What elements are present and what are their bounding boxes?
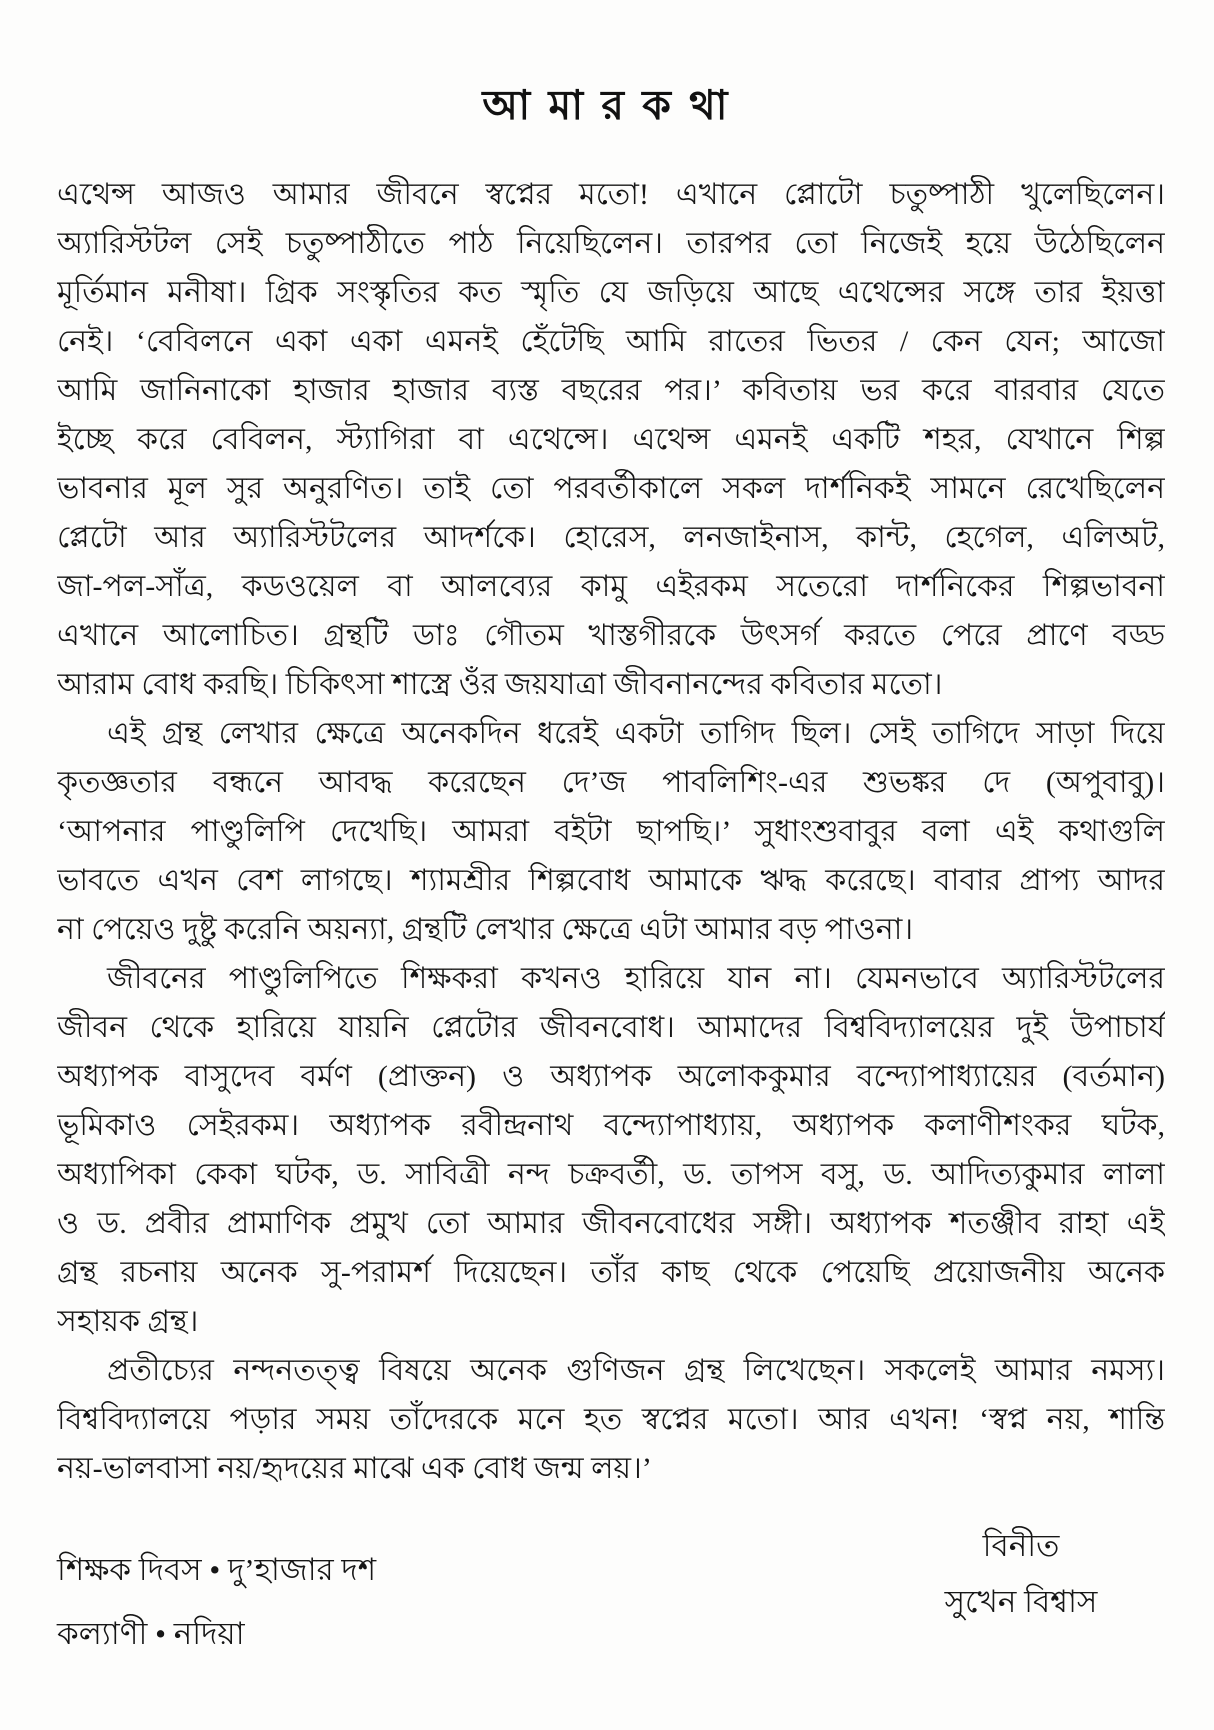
- text-line: ‘আপনার পাণ্ডুলিপি দেখেছি। আমরা বইটা ছাপছি।’ সুধাংশুবাবুর বলা এই কথাগুলি: [57, 815, 1165, 848]
- signature-block: [878, 1518, 1164, 1630]
- text-line: জা-পল-সাঁত্র, কডওয়েল বা আলব্যের কামু এইরকম সতেরো দার্শনিকের শিল্পভাবনা: [57, 570, 1165, 603]
- text-line: জীবনের পাণ্ডুলিপিতে শিক্ষকরা কখনও হারিয়ে যান না। যেমনভাবে অ্যারিস্টটলের: [107, 962, 1165, 995]
- text-line: অধ্যাপক বাসুদেব বর্মণ (প্রাক্তন) ও অধ্যাপক অলোককুমার বন্দ্যোপাধ্যায়ের (বর্তমান): [57, 1060, 1165, 1093]
- footer-date-line: শিক্ষক দিবস • দু’হাজার দশ: [57, 1552, 377, 1587]
- paragraph: [57, 170, 1165, 709]
- text-line: ইচ্ছে করে বেবিলন, স্ট্যাগিরা বা এথেন্সে। এথেন্স এমনই একটি শহর, যেখানে শিল্প: [57, 423, 1165, 456]
- text-line: প্রতীচ্যের নন্দনতত্ত্ব বিষয়ে অনেক গুণিজন গ্রন্থ লিখেছেন। সকলেই আমার নমস্য।: [107, 1354, 1165, 1387]
- text-line: গ্রন্থ রচনায় অনেক সু-পরামর্শ দিয়েছেন। তাঁর কাছ থেকে পেয়েছি প্রয়োজনীয় অনেক: [57, 1256, 1165, 1289]
- text-line: আরাম বোধ করছি। চিকিৎসা শাস্ত্রে ওঁর জয়যাত্রা জীবনানন্দের কবিতার মতো।: [57, 668, 943, 701]
- text-line: এখানে আলোচিত। গ্রন্থটি ডাঃ গৌতম খাস্তগীরকে উৎসর্গ করতে পেরে প্রাণে বড্ড: [57, 619, 1165, 652]
- footer-place-line: কল্যাণী • নদিয়া: [57, 1616, 245, 1651]
- text-line: মূর্তিমান মনীষা। গ্রিক সংস্কৃতির কত স্মৃতি যে জড়িয়ে আছে এথেন্সের সঙ্গে তার ইয়ত্তা: [57, 276, 1165, 309]
- text-line: ভূমিকাও সেইরকম। অধ্যাপক রবীন্দ্রনাথ বন্দ্যোপাধ্যায়, অধ্যাপক কলাণীশংকর ঘটক,: [57, 1109, 1165, 1142]
- signature-name: সুখেন বিশ্বাস: [944, 1584, 1098, 1619]
- text-line: অধ্যাপিকা কেকা ঘটক, ড. সাবিত্রী নন্দ চক্রবর্তী, ড. তাপস বসু, ড. আদিত্যকুমার লালা: [57, 1158, 1165, 1191]
- paragraph: [57, 709, 1165, 954]
- text-line: আমি জানিনাকো হাজার হাজার ব্যস্ত বছরের পর।’ কবিতায় ভর করে বারবার যেতে: [57, 374, 1165, 407]
- footer-left-block: [57, 1538, 376, 1666]
- text-line: ও ড. প্রবীর প্রামাণিক প্রমুখ তো আমার জীবনবোধের সঙ্গী। অধ্যাপক শতঞ্জীব রাহা এই: [57, 1207, 1165, 1240]
- text-line: এই গ্রন্থ লেখার ক্ষেত্রে অনেকদিন ধরেই একটা তাগিদ ছিল। সেই তাগিদে সাড়া দিয়ে: [107, 717, 1165, 750]
- text-line: কৃতজ্ঞতার বন্ধনে আবদ্ধ করেছেন দে’জ পাবলিশিং-এর শুভঙ্কর দে (অপুবাবু)।: [57, 766, 1165, 799]
- text-line: বিশ্ববিদ্যালয়ে পড়ার সময় তাঁদেরকে মনে হত স্বপ্নের মতো। আর এখন! ‘স্বপ্ন নয়, শান্তি: [57, 1403, 1165, 1436]
- page-title: আ মা র ক থা: [482, 82, 732, 128]
- text-line: অ্যারিস্টটল সেই চতুষ্পাঠীতে পাঠ নিয়েছিলেন। তারপর তো নিজেই হয়ে উঠেছিলেন: [57, 227, 1165, 260]
- text-line: জীবন থেকে হারিয়ে যায়নি প্লেটোর জীবনবোধ। আমাদের বিশ্ববিদ্যালয়ের দুই উপাচার্য: [57, 1011, 1165, 1044]
- text-line: সহায়ক গ্রন্থ।: [57, 1305, 199, 1338]
- paragraph: [57, 954, 1165, 1346]
- text-line: না পেয়েও দুষ্টু করেনি অয়ন্যা, গ্রন্থটি লেখার ক্ষেত্রে এটা আমার বড় পাওনা।: [57, 913, 914, 946]
- text-line: নেই। ‘বেবিলনে একা একা এমনই হেঁটেছি আমি রাতের ভিতর / কেন যেন; আজো: [57, 325, 1165, 358]
- signature-closing-label: বিনীত: [982, 1528, 1060, 1563]
- body-text: [57, 170, 1165, 1493]
- text-line: ভাবতে এখন বেশ লাগছে। শ্যামশ্রীর শিল্পবোধ আমাকে ঋদ্ধ করেছে। বাবার প্রাপ্য আদর: [57, 864, 1165, 897]
- text-line: এথেন্স আজও আমার জীবনে স্বপ্নের মতো! এখানে প্লোটো চতুষ্পাঠী খুলেছিলেন।: [57, 178, 1165, 211]
- paragraph: [57, 1346, 1165, 1493]
- text-line: ভাবনার মূল সুর অনুরণিত। তাই তো পরবর্তীকালে সকল দার্শনিকই সামনে রেখেছিলেন: [57, 472, 1165, 505]
- text-line: প্লেটো আর অ্যারিস্টটলের আদর্শকে। হোরেস, লনজাইনাস, কান্ট, হেগেল, এলিঅট,: [57, 521, 1165, 554]
- text-line: নয়-ভালবাসা নয়/হৃদয়ের মাঝে এক বোধ জন্ম লয়।’: [57, 1452, 652, 1485]
